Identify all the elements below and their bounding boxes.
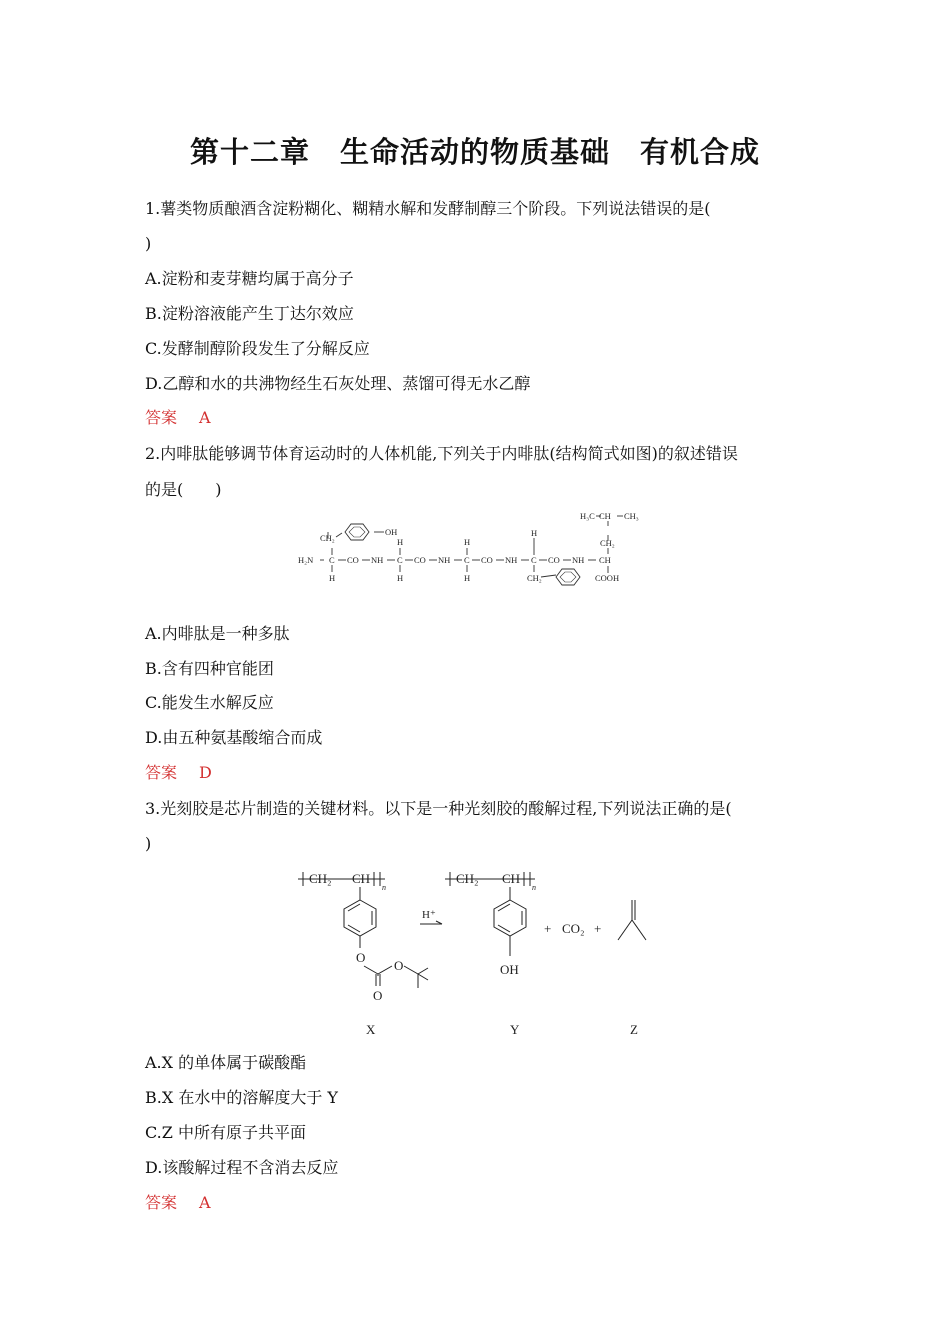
question-2-option-a: A.内啡肽是一种多肽 [145,624,290,643]
c-atom-label: C [329,555,335,565]
h-atom-label: H [397,573,404,583]
co-label: CO [481,555,493,565]
h-atom-label: H [464,573,471,583]
endorphin-structure-figure [290,508,670,608]
question-1-option-c: C.发酵制醇阶段发生了分解反应 [145,339,370,358]
h-atom-label: H [464,537,471,547]
x-ch-label: CH [352,871,371,886]
x-carbonyl-o-label: O [373,988,383,1003]
question-1-stem-end: ) [145,234,152,253]
question-3-option-d: D.该酸解过程不含消去反应 [145,1158,339,1177]
label-x: X [366,1022,376,1037]
ch2-label: CH₂ [600,538,615,548]
answer-label: 答案 [145,408,178,427]
question-3-option-b: B.X 在水中的溶解度大于 Y [145,1088,338,1107]
nh-label: NH [572,555,585,565]
co-label: CO [548,555,560,565]
x-ch2-label: CH₂ [309,871,332,886]
h2n-label: H₂N [298,555,314,565]
nh-label: NH [438,555,451,565]
x-ester-o-label: O [356,950,366,965]
question-1-option-d: D.乙醇和水的共沸物经生石灰处理、蒸馏可得无水乙醇 [145,374,531,393]
cooh-label: COOH [595,573,620,583]
ch3-label: CH₃ [624,511,639,521]
answer-value: A [199,1193,211,1212]
plus-sign: + [544,921,552,936]
x-n-subscript: n [382,883,386,892]
question-2-stem-end: 的是( ) [145,480,222,499]
h-atom-label: H [329,573,336,583]
page-title: 第十二章 生命活动的物质基础 有机合成 [189,135,760,169]
h-atom-label: H [397,537,404,547]
nh-label: NH [505,555,518,565]
question-1-option-a: A.淀粉和麦芽糖均属于高分子 [145,269,354,288]
answer-label: 答案 [145,763,178,782]
h-atom-label: H [531,528,538,538]
x-ether-o-label: O [394,958,404,973]
plus-sign: + [594,921,602,936]
oh-label: OH [385,527,398,537]
c-atom-label: C [397,555,403,565]
co-label: CO [347,555,359,565]
answer-value: D [199,763,212,782]
question-1-answer [145,408,211,428]
question-1-option-b: B.淀粉溶液能产生丁达尔效应 [145,304,354,323]
question-2-option-c: C.能发生水解反应 [145,693,274,712]
y-oh-label: OH [500,962,519,977]
question-3-option-a: A.X 的单体属于碳酸酯 [145,1053,307,1072]
y-n-subscript: n [532,883,536,892]
question-2-option-d: D.由五种氨基酸缩合而成 [145,728,323,747]
c-atom-label: C [531,555,537,565]
label-z: Z [630,1022,638,1037]
question-2-answer [145,763,212,783]
label-y: Y [510,1022,520,1037]
ch-label: CH [599,511,611,521]
question-2-stem: 2.内啡肽能够调节体育运动时的人体机能,下列关于内啡肽(结构简式如图)的叙述错误 [145,444,738,463]
ch2-label: CH₂ [527,573,542,583]
h-plus-label: H⁺ [422,909,436,921]
ch-label: CH [599,555,611,565]
y-ch2-label: CH₂ [456,871,479,886]
co2-label: CO₂ [562,921,585,936]
co-label: CO [414,555,426,565]
c-atom-label: C [464,555,470,565]
h3c-label: H₃C [580,511,595,521]
photoresist-reaction-figure [290,860,670,1045]
y-ch-label: CH [502,871,521,886]
question-3-option-c: C.Z 中所有原子共平面 [145,1123,306,1142]
question-3-answer [145,1193,211,1213]
question-3-stem-end: ) [145,834,152,853]
nh-label: NH [371,555,384,565]
ch2-label: CH₂ [320,533,335,543]
question-3-stem: 3.光刻胶是芯片制造的关键材料。以下是一种光刻胶的酸解过程,下列说法正确的是( [145,799,732,818]
answer-label: 答案 [145,1193,178,1212]
question-2-option-b: B.含有四种官能团 [145,659,274,678]
question-1-stem: 1.薯类物质酿酒含淀粉糊化、糊精水解和发酵制醇三个阶段。下列说法错误的是( [145,199,711,218]
answer-value: A [199,408,211,427]
